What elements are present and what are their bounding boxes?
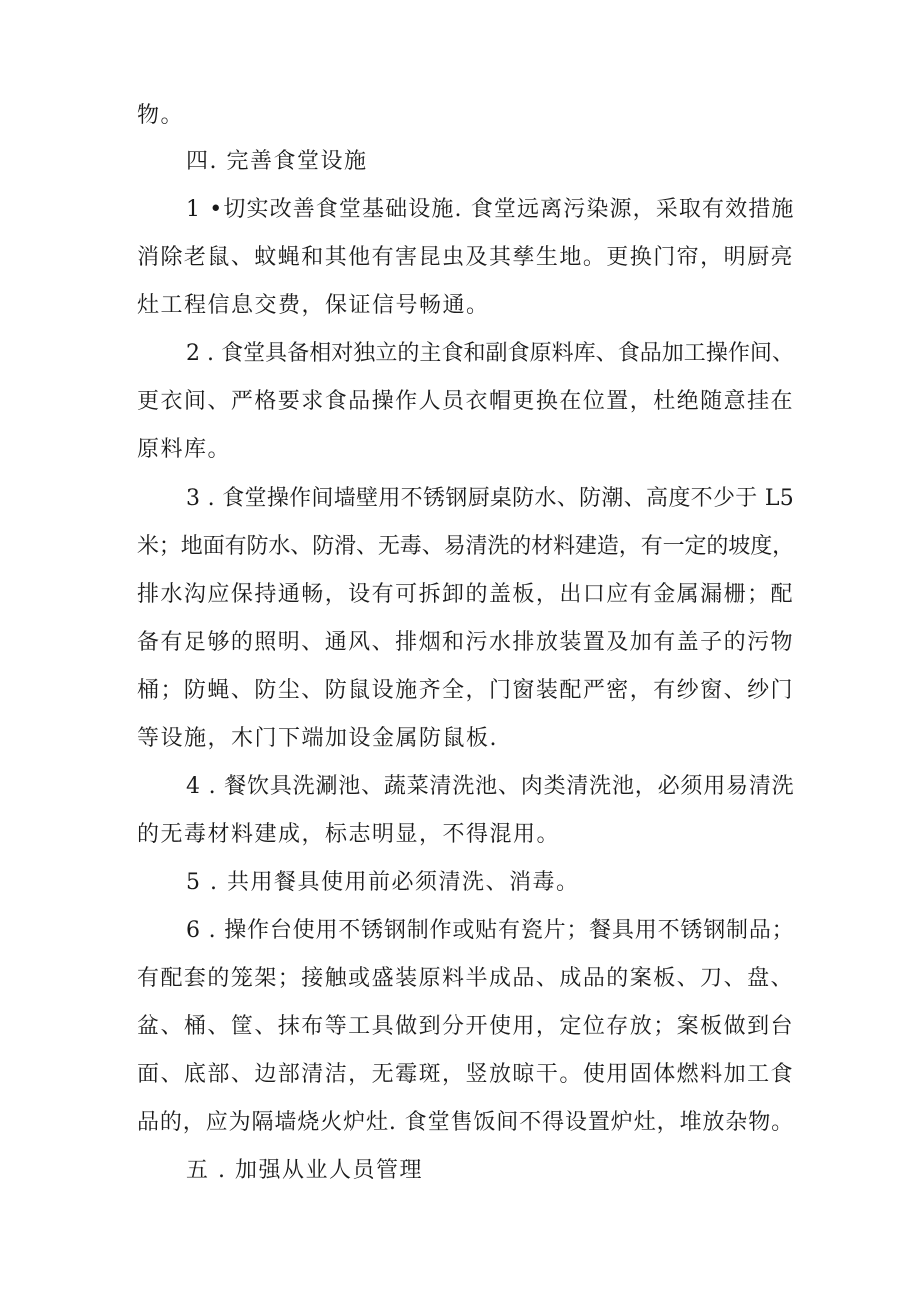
text-line: 1 •切实改善食堂基础设施. 食堂远离污染源，采取有效措施 [186,197,795,222]
text-line: 面、底部、边部清洁，无霉斑，竖放晾干。使用固体燃料加工食 [137,1062,795,1087]
text-line: 的无毒材料建成，标志明显，不得混用。 [137,822,561,847]
text-line: 4 . 餐饮具洗涮池、蔬菜清洗池、肉类清洗池，必须用易清洗 [186,774,795,799]
text-line: 3 . 食堂操作间墙壁用不锈钢厨桌防水、防潮、高度不少于 L5 [186,486,795,511]
text-line: 消除老鼠、蚊蝇和其他有害昆虫及其孳生地。更换门帘，明厨亮 [137,245,795,270]
text-line: 排水沟应保持通畅，设有可拆卸的盖板，出口应有金属漏栅；配 [137,582,795,607]
text-line: 品的，应为隔墙烧火炉灶. 食堂售饭间不得设置炉灶，堆放杂物。 [137,1110,794,1135]
text-line: 5 . 共用餐具使用前必须清洗、消毒。 [186,870,580,895]
text-line: 有配套的笼架；接触或盛装原料半成品、成品的案板、刀、盘、 [137,966,795,991]
text-line: 2 . 食堂具备相对独立的主食和副食原料库、食品加工操作间、 [186,341,794,366]
text-line: 等设施，木门下端加设金属防鼠板. [137,726,498,751]
text-line: 盆、桶、筐、抹布等工具做到分开使用，定位存放；案板做到台 [137,1014,795,1039]
text-line: 灶工程信息交费，保证信号畅通。 [137,293,490,318]
text-line: 物。 [137,103,185,128]
text-line: 更衣间、严格要求食品操作人员衣帽更换在位置，杜绝随意挂在 [137,389,795,414]
text-line: 原料库。 [137,437,232,462]
section-heading: 五 . 加强从业人员管理 [186,1158,423,1183]
text-line: 备有足够的照明、通风、排烟和污水排放装置及加有盖子的污物 [137,630,795,655]
section-heading: 四. 完善食堂设施 [186,149,368,174]
text-line: 米；地面有防水、防滑、无毒、易清洗的材料建造，有一定的坡度， [137,534,795,559]
text-line: 6 . 操作台使用不锈钢制作或贴有瓷片；餐具用不锈钢制品； [186,918,795,943]
text-line: 桶；防蝇、防尘、防鼠设施齐全，门窗装配严密，有纱窗、纱门 [137,678,795,703]
